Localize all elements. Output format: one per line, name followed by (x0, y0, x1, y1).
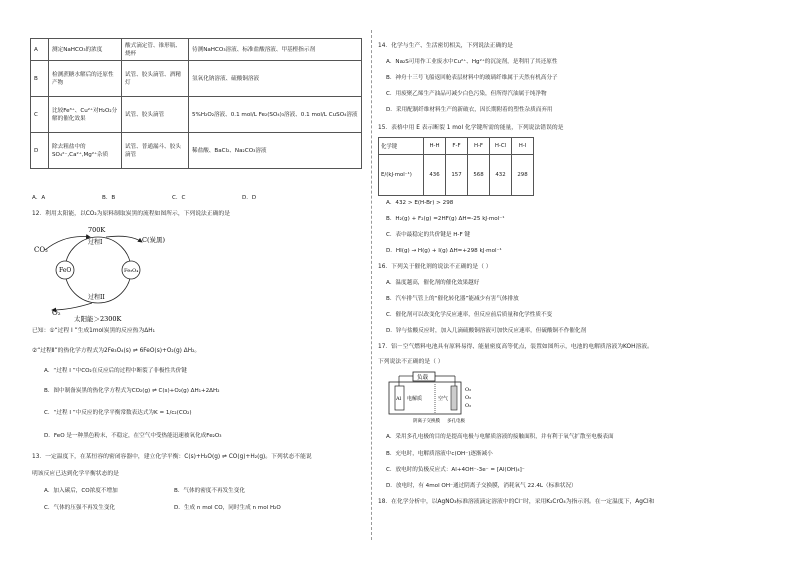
temp-top-label: 700K (88, 226, 106, 234)
table-row: E/(kJ·mol⁻¹) 436 157 568 432 298 (379, 155, 534, 196)
feo-label: FeO (59, 267, 72, 274)
q15-option-b: B．H₂(g) + F₂(g) =2HF(g) ΔH=-25 kJ·mol⁻¹ (386, 216, 505, 222)
q15-stem: 15．表格中用 E 表示断裂 1 mol 化学键所需的能量，下列说法错误的是 (378, 125, 564, 131)
q17-option-c: C．放电时的负极反应式：Al+4OH⁻-3e⁻ = [Al(OH)₄]⁻ (386, 467, 525, 473)
q14-option-b: B．神舟十三号飞船返回舱表层材料中的玻璃纤维属于天然有机高分子 (386, 75, 558, 81)
svg-text:O₂: O₂ (465, 403, 472, 409)
experiment-table (30, 38, 362, 169)
q17-battery-diagram (385, 368, 495, 428)
q16-option-b: B．汽车排气管上的“催化转化器”能减少有害气体排放 (386, 296, 519, 302)
q15-option-c: C．表中最稳定的共价键是 H-F 键 (386, 232, 471, 238)
co2-label: CO₂ (34, 246, 48, 254)
q13-option-a: A．加入碳后，CO浓度不增加 (44, 488, 118, 494)
q13-stem2: 明该反应已达到化学平衡状态的是 (32, 471, 119, 477)
table-row: 化学键 H-H F-F H-F H-Cl H-I (379, 138, 534, 155)
svg-text:O₂: O₂ (465, 387, 472, 393)
column-divider (371, 30, 372, 540)
q14-option-d: D．采用配制纤维材料生产的新破衣，因长期附着的塑性杂质而弃用 (386, 107, 553, 113)
electrolyte-label: 电解质 (407, 396, 423, 402)
fe3o4-label: Fe₃O₄ (124, 268, 139, 274)
q16-option-d: D．锌与盐酸反应时，加入几滴硫酸铜溶液可加快反应速率，但硫酸铜不作催化剂 (386, 328, 587, 334)
co2-arrow (45, 237, 90, 250)
q12-given2: ②“过程Ⅱ”的热化学方程式为2Fe₃O₄(s) ⇌ 6FeO(s)+O₂(g) ΔH₂。 (32, 348, 201, 354)
q16-option-a: A．温度越高，催化剂的催化效果越好 (386, 280, 480, 286)
q18-stem: 18．在化学分析中，以AgNO₃标准溶液滴定溶液中的Cl⁻时，采用K₂CrO₄为指示剂。在一定温度下，AgCl和 (378, 499, 655, 505)
bond-energy-table (378, 137, 534, 196)
temp-bottom-label: 太阳能＞2300K (74, 315, 122, 323)
table-row: A 测定NaHCO₃的浓度 酸式滴定管、锥形瓶、烧杯 待测NaHCO₃溶液、标准盐酸溶液、甲基橙指示剂 (31, 39, 362, 61)
table-row: C 比较Fe³⁺、Cu²⁺对H₂O₂分解的催化效果 试管、胶头滴管 5%H₂O₂溶液、0.1 mol/L Fe₂(SO₄)₃溶液、0.1 mol/L CuSO₄溶液 (31, 97, 362, 133)
air-label: 空气 (438, 396, 449, 402)
q12-option-b: B．图中制备炭黑的热化学方程式为CO₂(g) ⇌ C(s)+O₂(g) ΔH₁+2ΔH₂ (44, 388, 220, 394)
q13-option-b: B．气体的密度不再发生变化 (174, 488, 245, 494)
process1-label: 过程I (88, 239, 103, 246)
q17-option-a: A．采用多孔电极的目的是提高电极与电解质溶液的接触面积，并有利于氧气扩散至电极表面 (386, 434, 614, 440)
q12-option-a: A．“过程 I ”中CO₂在反应后的过程中断裂了非极性共价键 (44, 368, 187, 374)
process2-label: 过程II (88, 294, 105, 301)
q12-stem: 12．利用太阳能，以CO₂为原料制取炭黑的流程如图所示，下列说法正确的是 (32, 211, 231, 217)
q14-option-a: A．Na₂S可用作工业废水中Cu²⁺、Hg²⁺的沉淀剂，是利用了其还原性 (386, 59, 558, 65)
q13-option-c: C．气体的压强不再发生变化 (44, 505, 116, 511)
table-row: D 除去粗盐中的SO₄²⁻,Ca²⁺,Mg²⁺杂质 试管、普通漏斗、胶头滴管 稀盐酸、BaCl₂、Na₂CO₃溶液 (31, 133, 362, 169)
load-label: 负载 (417, 375, 429, 381)
al-label: Al (396, 396, 402, 402)
choice-a: A．A (32, 195, 46, 201)
q16-option-c: C．催化剂可以改变化学反应速率，但反应前后质量和化学性质不变 (386, 312, 553, 318)
q12-given: 已知：①“过程 I ”生成1mol炭黑的反应热为ΔH₁ (32, 328, 155, 334)
q13-option-d: D．生成 n mol CO，同时生成 n mol H₂O (174, 505, 281, 511)
table-row: B 检测蔗糖水解后的还原性产物 试管、胶头滴管、酒精灯 氢氧化钠溶液、硫酸铜溶液 (31, 61, 362, 97)
electrode-label: 多孔电极 (447, 419, 465, 424)
q14-stem: 14．化学与生产、生活密切相关，下列说法正确的是 (378, 43, 513, 49)
q17-option-d: D．放电时，有 4mol OH⁻通过阴离子交换膜，消耗氧气 22.4L（标准状况） (386, 483, 577, 489)
q12-option-d: D．FeO 是一种黑色粉末，不稳定，在空气中受热能迅速被氧化成Fe₂O₃ (44, 433, 222, 439)
q15-option-a: A．432 > E(H-Br) > 298 (386, 200, 454, 206)
product-label: C(炭黑) (142, 236, 166, 244)
q17-stem: 17．铝－空气燃料电池具有原料易得、能量密度高等优点，装置如图所示，电池的电解质溶液为KOH溶液。 (378, 344, 653, 350)
q15-option-d: D．HI(g) → H(g) + I(g) ΔH=+298 kJ·mol⁻¹ (386, 248, 502, 254)
q14-option-c: C．用废聚乙烯生产油品可减少白色污染，但所得汽油属于纯净物 (386, 91, 547, 97)
q12-cycle-diagram (30, 220, 200, 324)
svg-text:O₂: O₂ (465, 395, 472, 401)
q13-stem: 13．一定温度下，在某恒容的密闭容器中，建立化学平衡：C(s)+H₂O(g) ⇌ CO(g)+H₂(g)。下列状态不能说 (32, 454, 312, 460)
choice-c: C．C (172, 195, 186, 201)
q17-stem2: 下列说法不正确的是（ ） (378, 359, 444, 365)
choice-b: B．B (102, 195, 116, 201)
q17-option-b: B．充电时，电解质溶液中c(OH⁻)逐渐减小 (386, 451, 493, 457)
carbon-arrow (106, 236, 142, 242)
q16-stem: 16．下列关于催化剂的说法不正确的是（ ） (378, 264, 492, 270)
choice-d: D．D (242, 195, 257, 201)
porous-electrode (451, 386, 457, 410)
q12-option-c: C．“过程 I ”中反应的化学平衡常数表达式为K = 1/c₂(CO₂) (44, 410, 192, 416)
o2-label: O₂ (52, 309, 61, 317)
membrane-label: 阴离子交换膜 (413, 419, 440, 424)
